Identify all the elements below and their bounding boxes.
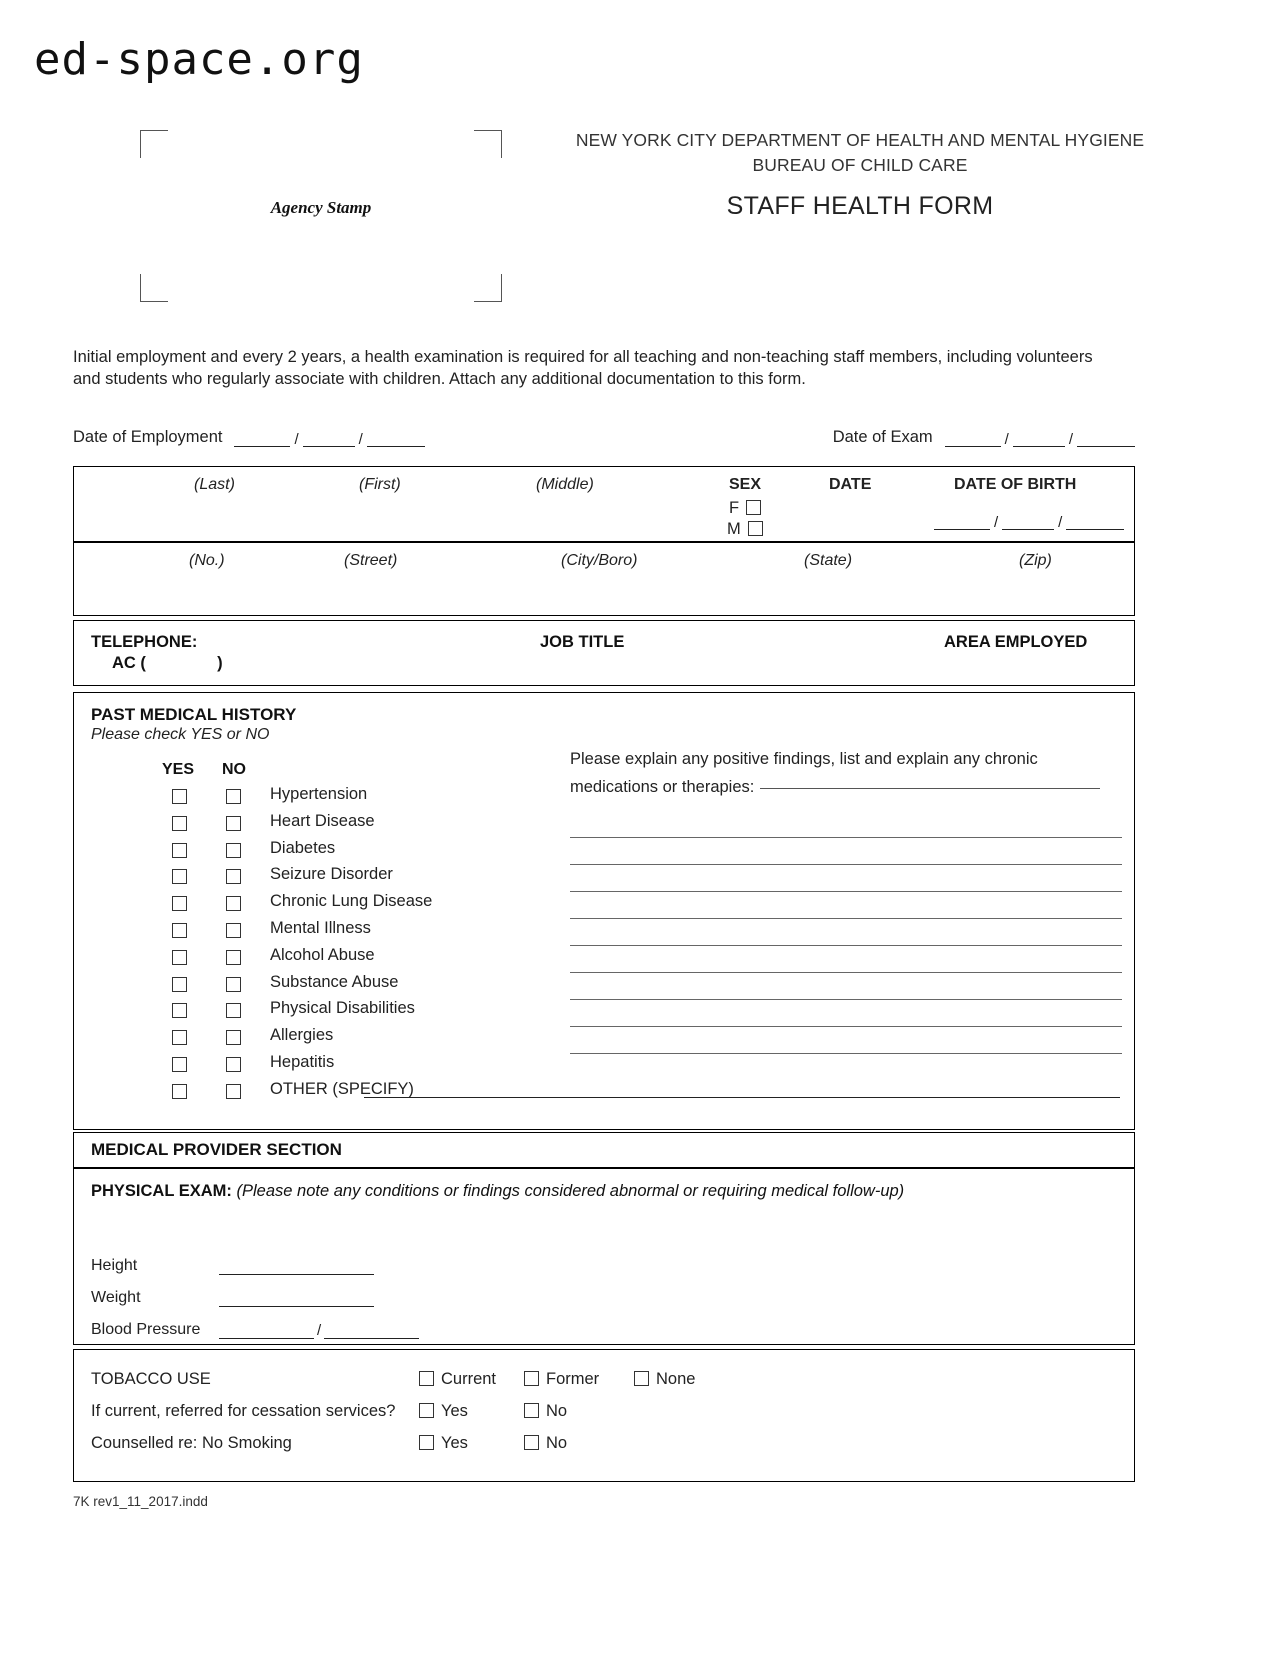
- explain-input-lines: [570, 811, 1122, 1054]
- explain-input-line-5[interactable]: [570, 919, 1122, 946]
- explain-prompt-line1: Please explain any positive findings, list and explain any chronic: [570, 750, 1038, 768]
- height-field[interactable]: [91, 1243, 419, 1275]
- explain-input-line-4[interactable]: [570, 892, 1122, 919]
- tobacco-former-label: Former: [546, 1370, 600, 1388]
- name-row: [74, 467, 1134, 543]
- list-item: [74, 1053, 554, 1080]
- sex-male-letter: M: [727, 520, 741, 538]
- employment-day-slot[interactable]: [303, 430, 355, 447]
- cessation-yes-label: Yes: [441, 1402, 468, 1420]
- address-street-label: (Street): [344, 552, 398, 569]
- employment-slash-2: /: [358, 431, 363, 448]
- page-title: STAFF HEALTH FORM: [726, 192, 994, 220]
- weight-input[interactable]: [219, 1295, 374, 1307]
- form-header: [0, 122, 1282, 312]
- agency-stamp-area: [140, 130, 502, 302]
- blood-pressure-label: Blood Pressure: [91, 1321, 201, 1338]
- list-item: [74, 865, 554, 892]
- sex-female-option[interactable]: [729, 499, 761, 518]
- substance-abuse-no-checkbox[interactable]: [226, 977, 241, 992]
- address-number-label: (No.): [189, 552, 225, 569]
- counselled-row: [74, 1434, 1134, 1466]
- corner-bracket-bottom-right-icon: [474, 274, 502, 302]
- condition-label: Hepatitis: [270, 1052, 335, 1071]
- area-code-close-label: ): [217, 654, 223, 672]
- counselled-no-option[interactable]: [524, 1434, 567, 1453]
- exam-month-slot[interactable]: [945, 430, 1001, 447]
- explain-input-line-8[interactable]: [570, 1000, 1122, 1027]
- explain-input-line-2[interactable]: [570, 838, 1122, 865]
- corner-bracket-top-left-icon: [140, 130, 168, 158]
- past-medical-history-section: [73, 692, 1135, 1130]
- height-label: Height: [91, 1257, 138, 1274]
- job-title-label: JOB TITLE: [540, 633, 625, 651]
- list-item: [74, 919, 554, 946]
- tobacco-none-checkbox[interactable]: [634, 1371, 649, 1386]
- list-item: [74, 839, 554, 866]
- physical-exam-note: (Please note any conditions or findings considered abnormal or requiring medical follow-up): [236, 1182, 905, 1200]
- exam-slash-1: /: [1004, 431, 1009, 448]
- physical-exam-section: [73, 1168, 1135, 1345]
- date-of-birth-label: DATE OF BIRTH: [954, 476, 1077, 493]
- telephone-label: TELEPHONE:: [91, 633, 198, 651]
- diabetes-yes-checkbox[interactable]: [172, 843, 187, 858]
- explain-input-line-7[interactable]: [570, 973, 1122, 1000]
- instructions-paragraph: Initial employment and every 2 years, a health examination is required for all teaching and non-teaching staff members, including volunteers and students who regularly associate with children. Attach any additional documentation to this form.: [73, 348, 1093, 388]
- blood-pressure-diastolic-input[interactable]: [324, 1327, 419, 1339]
- height-input[interactable]: [219, 1263, 374, 1275]
- tobacco-current-option[interactable]: [419, 1370, 496, 1389]
- mental-illness-no-checkbox[interactable]: [226, 923, 241, 938]
- last-name-label: (Last): [194, 476, 235, 493]
- agency-name-block: [560, 128, 1160, 178]
- date-of-exam-slots[interactable]: [945, 430, 1135, 447]
- other-specify-input[interactable]: [364, 1097, 1120, 1098]
- sex-label: SEX: [729, 476, 762, 493]
- weight-field[interactable]: [91, 1275, 419, 1307]
- date-label: DATE: [829, 476, 872, 493]
- address-row: [74, 543, 1134, 613]
- cessation-yes-checkbox[interactable]: [419, 1403, 434, 1418]
- allergies-no-checkbox[interactable]: [226, 1030, 241, 1045]
- tobacco-use-label: TOBACCO USE: [91, 1370, 211, 1388]
- heart-disease-yes-checkbox[interactable]: [172, 816, 187, 831]
- cessation-yes-option[interactable]: [419, 1402, 468, 1421]
- explain-input-line-6[interactable]: [570, 946, 1122, 973]
- list-item: [74, 812, 554, 839]
- cessation-referral-row: [74, 1402, 1134, 1434]
- hepatitis-no-checkbox[interactable]: [226, 1057, 241, 1072]
- condition-label: Chronic Lung Disease: [270, 892, 433, 911]
- blood-pressure-field[interactable]: [91, 1307, 419, 1339]
- list-item: [74, 973, 554, 1000]
- corner-bracket-bottom-left-icon: [140, 274, 168, 302]
- physical-disabilities-yes-checkbox[interactable]: [172, 1003, 187, 1018]
- exam-year-slot[interactable]: [1077, 430, 1135, 447]
- hepatitis-yes-checkbox[interactable]: [172, 1057, 187, 1072]
- condition-label: Heart Disease: [270, 811, 375, 830]
- area-employed-label: AREA EMPLOYED: [944, 633, 1088, 651]
- blood-pressure-systolic-input[interactable]: [219, 1327, 314, 1339]
- physical-exam-heading: [91, 1182, 904, 1201]
- agency-stamp-label: Agency Stamp: [270, 198, 372, 217]
- list-item: [74, 946, 554, 973]
- address-zip-label: (Zip): [1019, 552, 1052, 569]
- substance-abuse-yes-checkbox[interactable]: [172, 977, 187, 992]
- condition-label: Alcohol Abuse: [270, 945, 375, 964]
- other-yes-checkbox[interactable]: [172, 1084, 187, 1099]
- date-of-birth-slots[interactable]: [934, 513, 1124, 530]
- tobacco-former-checkbox[interactable]: [524, 1371, 539, 1386]
- first-name-label: (First): [359, 476, 401, 493]
- dob-day-slot[interactable]: [1002, 513, 1054, 530]
- other-no-checkbox[interactable]: [226, 1084, 241, 1099]
- area-code-field[interactable]: [112, 654, 223, 673]
- dob-slash-1: /: [994, 514, 999, 531]
- medical-provider-heading: MEDICAL PROVIDER SECTION: [91, 1140, 342, 1159]
- condition-list: [74, 785, 554, 1107]
- date-of-employment-label: Date of Employment: [73, 428, 223, 446]
- date-of-exam-field[interactable]: [833, 428, 1135, 447]
- dob-year-slot[interactable]: [1066, 513, 1124, 530]
- hypertension-no-checkbox[interactable]: [226, 789, 241, 804]
- site-watermark: ed-space.org: [34, 34, 364, 85]
- alcohol-abuse-yes-checkbox[interactable]: [172, 950, 187, 965]
- cessation-no-label: No: [546, 1402, 568, 1420]
- condition-label: Diabetes: [270, 838, 336, 857]
- exam-slash-2: /: [1068, 431, 1073, 448]
- pmh-subheading: Please check YES or NO: [91, 726, 270, 743]
- vitals-group: [91, 1243, 419, 1339]
- list-item: [74, 999, 554, 1026]
- form-revision-footer: 7K rev1_11_2017.indd: [73, 1494, 208, 1509]
- tobacco-former-option[interactable]: [524, 1370, 599, 1389]
- counselled-yes-option[interactable]: [419, 1434, 468, 1453]
- cessation-no-option[interactable]: [524, 1402, 567, 1421]
- counselled-no-checkbox[interactable]: [524, 1435, 539, 1450]
- dob-slash-2: /: [1058, 514, 1063, 531]
- physical-exam-label: PHYSICAL EXAM:: [91, 1182, 232, 1200]
- tobacco-use-row: [74, 1370, 1134, 1402]
- condition-label: OTHER (SPECIFY): [270, 1079, 414, 1098]
- area-code-open-label: AC (: [112, 654, 146, 672]
- employment-year-slot[interactable]: [367, 430, 425, 447]
- list-item: [74, 892, 554, 919]
- list-item: [74, 1080, 554, 1107]
- seizure-disorder-no-checkbox[interactable]: [226, 869, 241, 884]
- date-of-exam-label: Date of Exam: [832, 428, 933, 446]
- condition-label: Physical Disabilities: [270, 999, 415, 1018]
- identity-section: [73, 466, 1135, 616]
- cessation-referral-label: If current, referred for cessation services?: [91, 1402, 396, 1420]
- yes-column-header: YES: [162, 761, 195, 778]
- contact-section: [73, 620, 1135, 686]
- list-item: [74, 1026, 554, 1053]
- hypertension-yes-checkbox[interactable]: [172, 789, 187, 804]
- tobacco-none-option[interactable]: [634, 1370, 695, 1389]
- date-of-employment-slots[interactable]: [234, 430, 424, 447]
- dob-month-slot[interactable]: [934, 513, 990, 530]
- date-of-employment-field[interactable]: [73, 428, 425, 447]
- counselled-yes-label: Yes: [441, 1434, 468, 1452]
- cessation-no-checkbox[interactable]: [524, 1403, 539, 1418]
- condition-label: Mental Illness: [270, 918, 371, 937]
- seizure-disorder-yes-checkbox[interactable]: [172, 869, 187, 884]
- mental-illness-yes-checkbox[interactable]: [172, 923, 187, 938]
- allergies-yes-checkbox[interactable]: [172, 1030, 187, 1045]
- no-column-header: NO: [222, 761, 246, 778]
- corner-bracket-top-right-icon: [474, 130, 502, 158]
- physical-disabilities-no-checkbox[interactable]: [226, 1003, 241, 1018]
- weight-label: Weight: [91, 1289, 141, 1306]
- chronic-lung-disease-no-checkbox[interactable]: [226, 896, 241, 911]
- explain-input-line-0[interactable]: [760, 788, 1100, 789]
- counselled-yes-checkbox[interactable]: [419, 1435, 434, 1450]
- sex-male-option[interactable]: [727, 520, 763, 539]
- employment-slash-1: /: [294, 431, 299, 448]
- middle-name-label: (Middle): [536, 476, 594, 493]
- counselled-no-label: No: [546, 1434, 568, 1452]
- sex-female-letter: F: [729, 499, 740, 517]
- explain-findings-prompt: [570, 745, 1130, 801]
- tobacco-use-section: [73, 1349, 1135, 1482]
- explain-input-line-9[interactable]: [570, 1027, 1122, 1054]
- exam-day-slot[interactable]: [1013, 430, 1065, 447]
- tobacco-current-checkbox[interactable]: [419, 1371, 434, 1386]
- explain-input-line-3[interactable]: [570, 865, 1122, 892]
- pmh-heading: PAST MEDICAL HISTORY: [91, 705, 297, 724]
- address-state-label: (State): [804, 552, 853, 569]
- blood-pressure-slash: /: [317, 1322, 322, 1339]
- condition-label: Hypertension: [270, 785, 368, 803]
- condition-label: Allergies: [270, 1026, 334, 1045]
- date-row: [73, 428, 1135, 454]
- tobacco-none-label: None: [656, 1370, 696, 1388]
- condition-label: Substance Abuse: [270, 972, 399, 991]
- heart-disease-no-checkbox[interactable]: [226, 816, 241, 831]
- explain-input-line-1[interactable]: [570, 811, 1122, 838]
- explain-prompt-line2: medications or therapies:: [570, 778, 755, 796]
- employment-month-slot[interactable]: [234, 430, 290, 447]
- counselled-label: Counselled re: No Smoking: [91, 1434, 292, 1452]
- alcohol-abuse-no-checkbox[interactable]: [226, 950, 241, 965]
- list-item: [74, 785, 554, 812]
- condition-label: Seizure Disorder: [270, 865, 393, 884]
- address-city-label: (City/Boro): [561, 552, 638, 569]
- tobacco-current-label: Current: [441, 1370, 497, 1388]
- sex-male-checkbox[interactable]: [748, 521, 763, 536]
- medical-provider-section-header: [73, 1132, 1135, 1168]
- diabetes-no-checkbox[interactable]: [226, 843, 241, 858]
- chronic-lung-disease-yes-checkbox[interactable]: [172, 896, 187, 911]
- bureau-line: BUREAU OF CHILD CARE: [752, 155, 968, 175]
- sex-female-checkbox[interactable]: [746, 500, 761, 515]
- department-line: NEW YORK CITY DEPARTMENT OF HEALTH AND MENTAL HYGIENE: [575, 130, 1145, 150]
